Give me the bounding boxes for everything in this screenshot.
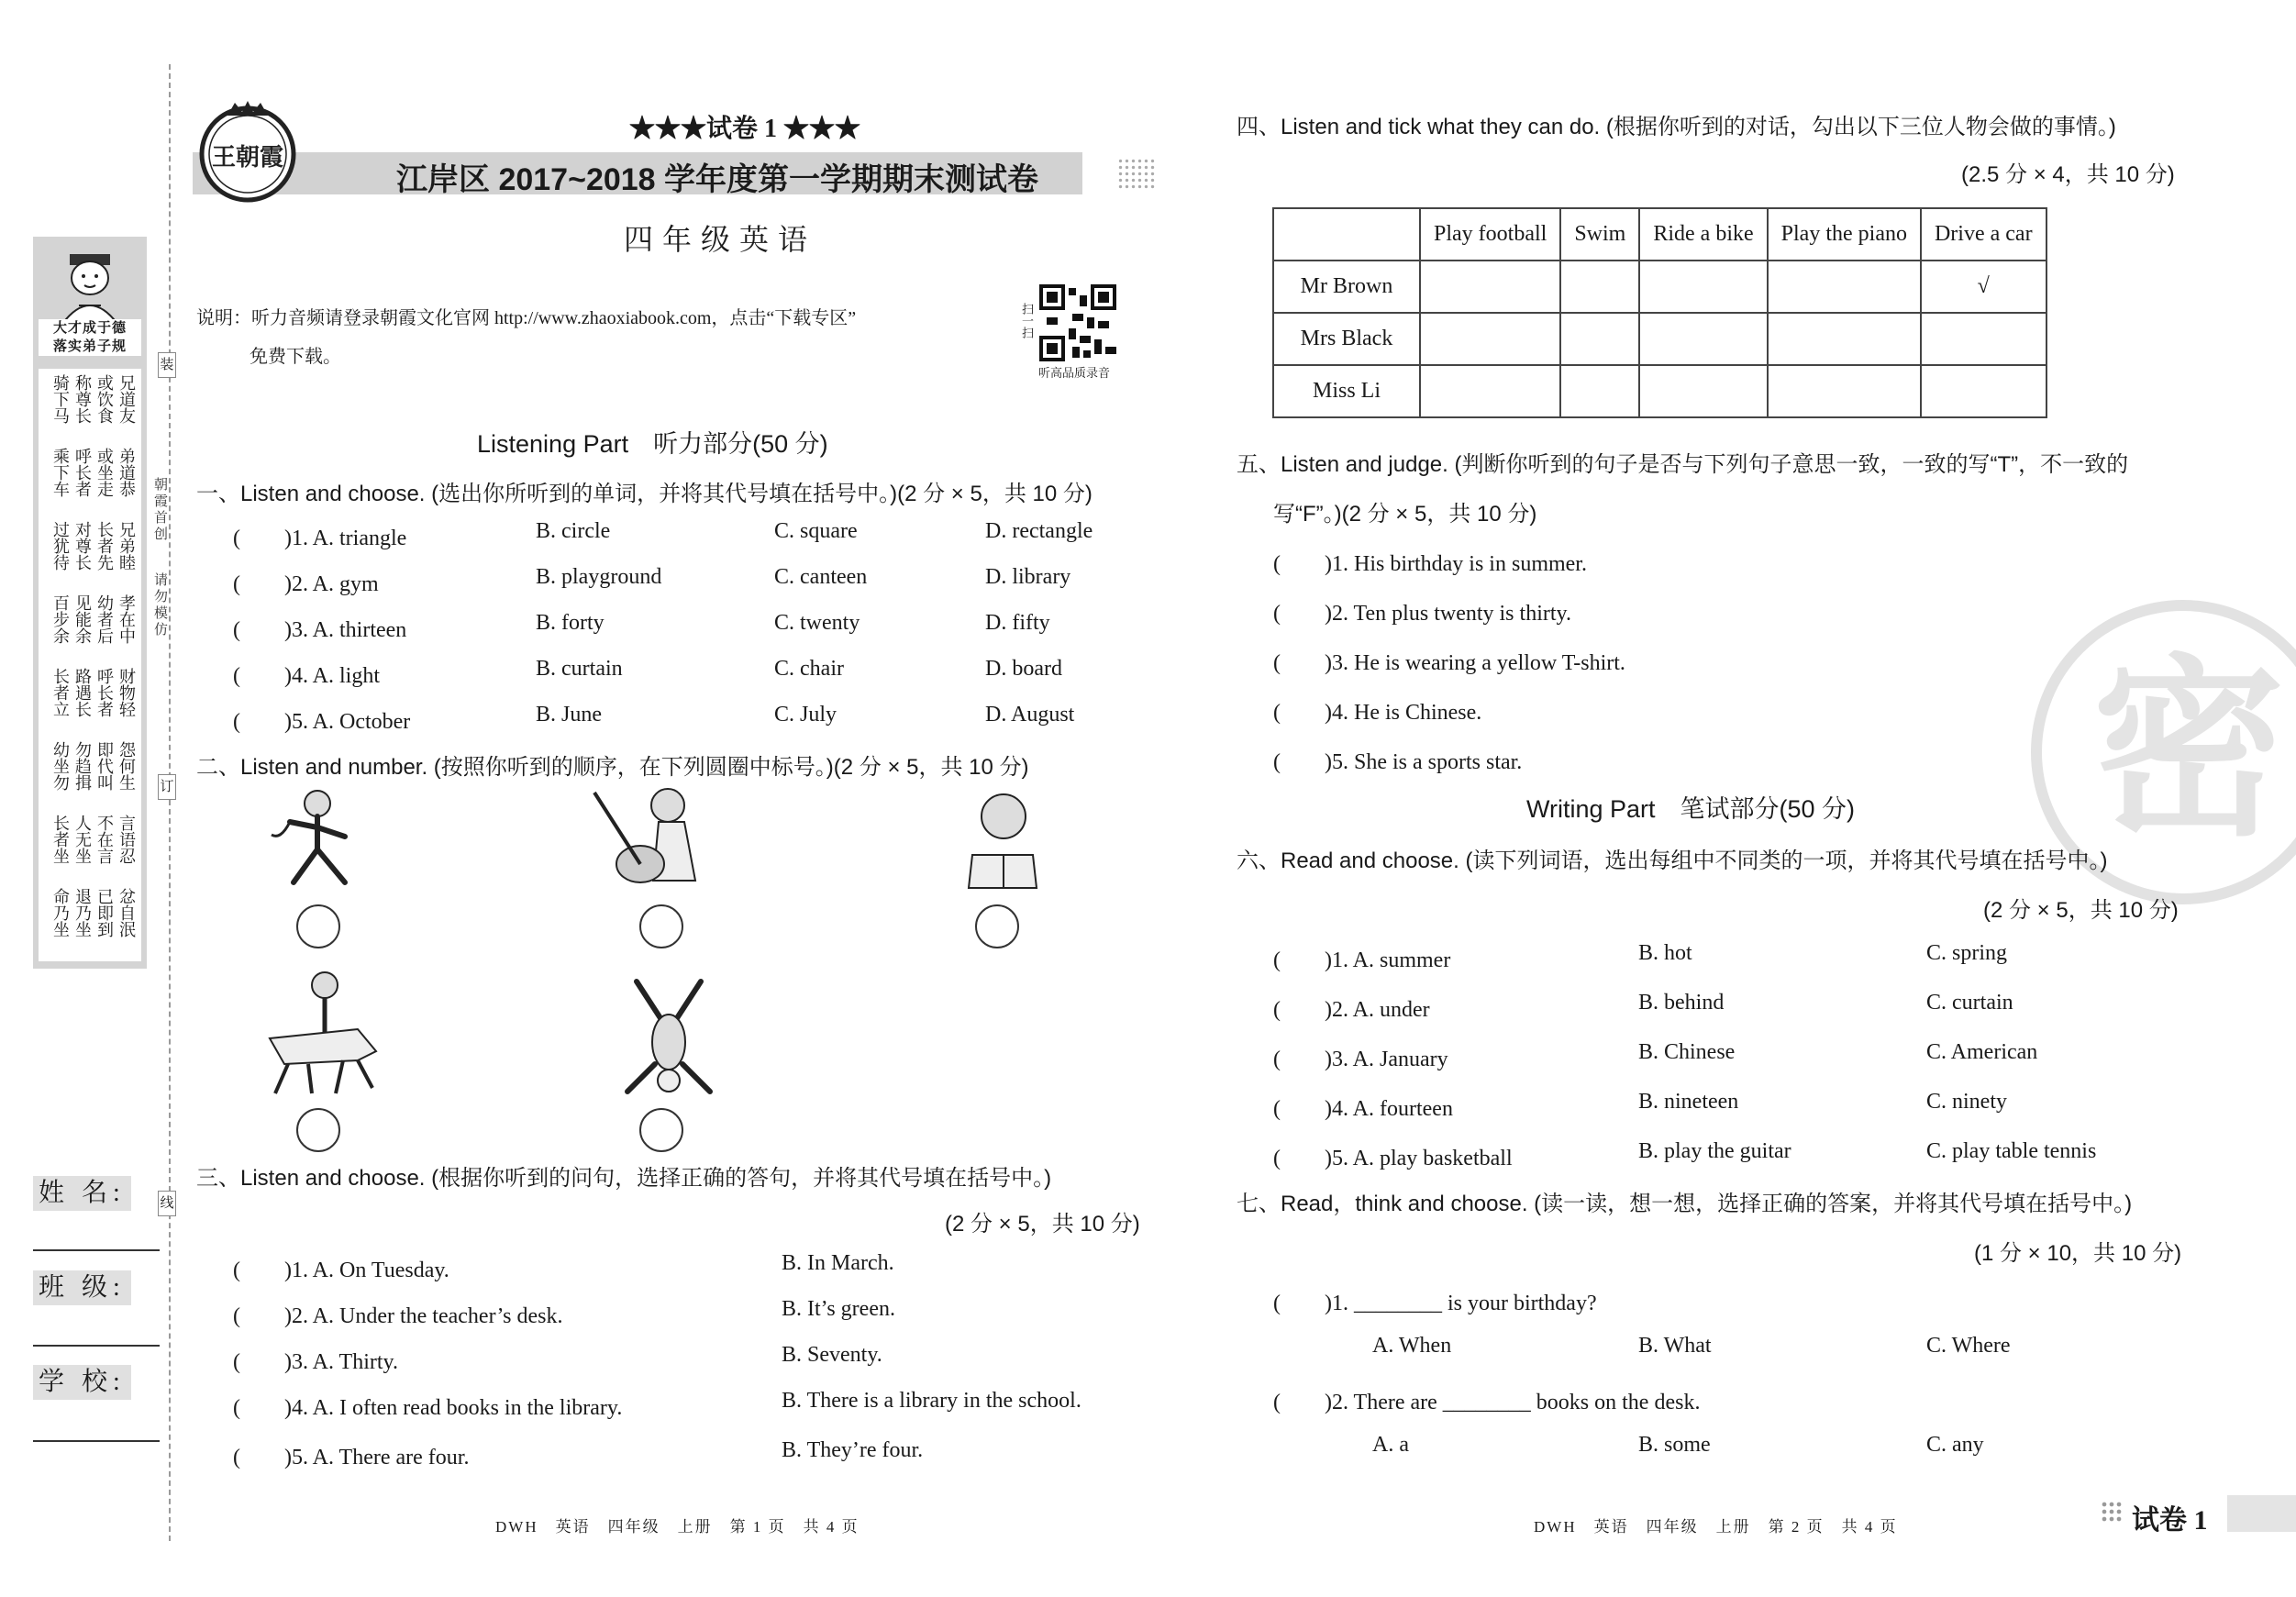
motto-box (39, 319, 141, 356)
s1-q3-d: D. fifty (985, 611, 1050, 635)
number-circle-2[interactable] (639, 904, 683, 948)
s6-q2-a: ( )2. A. under (1273, 998, 1430, 1022)
s7-q1-c: C. Where (1926, 1334, 2011, 1358)
tiger-dancing-icon (253, 785, 382, 893)
binding-cut-line (169, 64, 171, 1541)
copyright-notice-1: 朝霞首创 (152, 477, 167, 543)
copyright-notice-2: 请勿模仿 (152, 572, 167, 638)
verse-col: 勿趋揖 (73, 741, 92, 791)
verse-col: 或饮食 (95, 374, 114, 424)
verse-col: 幼者后 (95, 594, 114, 644)
verse-col: 命乃坐 (51, 888, 70, 937)
section-5-title-2: 写“F”。)(2 分 × 5，共 10 分) (1273, 502, 1537, 527)
qr-caption-bottom: 听高品质录音 (1038, 366, 1111, 380)
tiger-guitar-icon (576, 780, 732, 895)
tick-cell[interactable] (1420, 313, 1560, 365)
verse-col: 弟道恭 (117, 448, 136, 497)
verse-col: 长者先 (95, 521, 114, 571)
verse-col: 或坐走 (95, 448, 114, 497)
s7-q1-a: A. When (1372, 1334, 1452, 1358)
s3-q5-a: ( )5. A. There are four. (233, 1446, 470, 1469)
section-3-score: (2 分 × 5，共 10 分) (945, 1212, 1140, 1237)
verse-col: 百步余 (51, 594, 70, 644)
verse-col: 对尊长 (73, 521, 92, 571)
qr-code-icon[interactable] (1039, 284, 1116, 361)
s3-q2-b: B. It’s green. (782, 1297, 895, 1321)
s7-q2-a: A. a (1372, 1433, 1409, 1457)
s3-q3-a: ( )3. A. Thirty. (233, 1350, 398, 1374)
section-7-score: (1 分 × 10，共 10 分) (1974, 1241, 2182, 1266)
binding-tag-top: 装 (158, 352, 176, 378)
paper-number-tag: ★★★试卷 1 ★★★ (629, 115, 861, 143)
zhaoxia-logo-icon (193, 97, 303, 207)
s1-q1-d: D. rectangle (985, 519, 1093, 543)
s3-q5-b: B. They’re four. (782, 1438, 924, 1462)
verse-col: 乘下车 (51, 448, 70, 497)
s7-q2: ( )2. There are ________ books on the desk. (1273, 1391, 1701, 1414)
s1-q4-d: D. board (985, 657, 1062, 681)
tick-header-blank (1273, 208, 1420, 261)
s1-q1-a: ( )1. A. triangle (233, 527, 407, 550)
section-5-title: 五、Listen and judge. (判断你听到的句子是否与下列句子意思一致，一致的写“T”，不一致的 (1237, 452, 2129, 477)
verse-col: 忿自泯 (117, 888, 136, 937)
s1-q2-b: B. playground (536, 565, 662, 589)
listening-heading: Listening Part 听力部分(50 分) (477, 430, 828, 458)
s5-q5: ( )5. She is a sports star. (1273, 750, 1523, 774)
s1-q4-b: B. curtain (536, 657, 623, 681)
tick-cell[interactable] (1420, 365, 1560, 417)
exam-title: 江岸区 2017~2018 学年度第一学期期末测试卷 (396, 162, 1039, 197)
motto-line-1: 大才成于德 (52, 321, 127, 336)
section-6-title: 六、Read and choose. (读下列词语，选出每组中不同类的一项，并将其代号填在括号中。) (1237, 848, 2108, 873)
verse-col: 不在言 (95, 815, 114, 864)
number-circle-5[interactable] (639, 1108, 683, 1152)
tick-cell[interactable] (1560, 313, 1639, 365)
s6-q3-b: B. Chinese (1638, 1040, 1736, 1064)
verse-col: 财物轻 (117, 668, 136, 717)
class-label: 班 级: (33, 1270, 131, 1305)
s3-q3-b: B. Seventy. (782, 1343, 882, 1367)
verse-col: 人无坐 (73, 815, 92, 864)
verse-col: 称尊长 (73, 374, 92, 424)
s3-q1-b: B. In March. (782, 1251, 894, 1275)
verse-col: 见能余 (73, 594, 92, 644)
s6-q4-c: C. ninety (1926, 1090, 2007, 1114)
tiger-handstand-icon (609, 972, 728, 1101)
verse-col: 呼长者 (95, 668, 114, 717)
s1-q5-b: B. June (536, 703, 602, 726)
tick-table (1272, 207, 2047, 418)
tick-cell[interactable] (1560, 261, 1639, 313)
s5-q3: ( )3. He is wearing a yellow T-shirt. (1273, 651, 1625, 675)
corner-dots (2101, 1501, 2123, 1523)
s6-q1-b: B. hot (1638, 941, 1692, 965)
tiger-riding-horse-icon (248, 969, 391, 1097)
s3-q1-a: ( )1. A. On Tuesday. (233, 1259, 449, 1282)
s7-q1: ( )1. ________ is your birthday? (1273, 1292, 1597, 1315)
number-circle-1[interactable] (296, 904, 340, 948)
verse-col: 兄弟睦 (117, 521, 136, 571)
verse-col: 已即到 (95, 888, 114, 937)
motto-line-2: 落实弟子规 (52, 339, 127, 354)
verse-col: 呼长者 (73, 448, 92, 497)
s1-q1-b: B. circle (536, 519, 611, 543)
tick-cell[interactable] (1921, 365, 2046, 417)
tick-cell[interactable] (1639, 365, 1767, 417)
writing-heading: Writing Part 笔试部分(50 分) (1526, 795, 1856, 823)
number-circle-3[interactable] (975, 904, 1019, 948)
tick-cell[interactable] (1768, 365, 1921, 417)
s7-q2-b: B. some (1638, 1433, 1711, 1457)
s7-q2-c: C. any (1926, 1433, 1984, 1457)
tick-header-piano: Play the piano (1768, 208, 1921, 261)
corner-tab (2227, 1495, 2296, 1532)
s5-q1: ( )1. His birthday is in summer. (1273, 552, 1587, 576)
s7-q1-b: B. What (1638, 1334, 1712, 1358)
tick-header-football: Play football (1420, 208, 1560, 261)
tick-header-bike: Ride a bike (1639, 208, 1767, 261)
s6-q1-c: C. spring (1926, 941, 2008, 965)
name-field[interactable] (33, 1249, 160, 1251)
tick-row-name: Mr Brown (1273, 261, 1420, 313)
tick-row (1273, 365, 2046, 417)
verse-col: 骑下马 (51, 374, 70, 424)
tick-row-name: Mrs Black (1273, 313, 1420, 365)
tick-cell[interactable] (1921, 313, 2046, 365)
s1-q3-a: ( )3. A. thirteen (233, 618, 407, 642)
s1-q3-c: C. twenty (774, 611, 860, 635)
s3-q4-a: ( )4. A. I often read books in the library. (233, 1396, 623, 1420)
svg-text:密: 密 (2091, 638, 2286, 862)
s1-q2-a: ( )2. A. gym (233, 572, 379, 596)
binding-tag-mid: 订 (158, 774, 176, 800)
verse-col: 长者立 (51, 668, 70, 717)
class-field[interactable] (33, 1345, 160, 1347)
verse-col: 路遇长 (73, 668, 92, 717)
section-3-title: 三、Listen and choose. (根据你听到的问句，选择正确的答句，并将其代号填在括号中。) (196, 1166, 1052, 1191)
tick-header-swim: Swim (1560, 208, 1639, 261)
section-1-title: 一、Listen and choose. (选出你所听到的单词，并将其代号填在括号中。)(2 分 × 5，共 10 分) (196, 482, 1093, 506)
s6-q4-a: ( )4. A. fourteen (1273, 1097, 1453, 1121)
section-6-score: (2 分 × 5，共 10 分) (1983, 898, 2179, 923)
tick-table-header (1273, 208, 2046, 261)
section-7-title: 七、Read，think and choose. (读一读，想一想，选择正确的答案，并将其代号填在括号中。) (1237, 1192, 2133, 1216)
s1-q4-c: C. chair (774, 657, 844, 681)
section-2-title: 二、Listen and number. (按照你听到的顺序，在下列圆圈中标号。)(2 分 × 5，共 10 分) (196, 755, 1029, 780)
verse-col: 孝在中 (117, 594, 136, 644)
s1-q3-b: B. forty (536, 611, 605, 635)
s1-q2-d: D. library (985, 565, 1071, 589)
s3-q4-b: B. There is a library in the school. (782, 1389, 1081, 1413)
verse-col: 即代叫 (95, 741, 114, 791)
tick-header-car: Drive a car (1921, 208, 2046, 261)
s6-q4-b: B. nineteen (1638, 1090, 1739, 1114)
tick-cell[interactable] (1560, 365, 1639, 417)
s1-q2-c: C. canteen (774, 565, 868, 589)
tiger-reading-icon (945, 785, 1060, 897)
name-label: 姓 名: (33, 1176, 131, 1211)
s3-q2-a: ( )2. A. Under the teacher’s desk. (233, 1304, 563, 1328)
tick-cell[interactable] (1768, 313, 1921, 365)
verse-col: 言语忍 (117, 815, 136, 864)
tick-row (1273, 261, 2046, 313)
tick-cell[interactable] (1639, 313, 1767, 365)
verse-col: 长者坐 (51, 815, 70, 864)
s6-q2-c: C. curtain (1926, 991, 2013, 1015)
school-label: 学 校: (33, 1365, 131, 1400)
qr-caption-side: 扫一扫 (1020, 303, 1034, 338)
tick-cell[interactable]: √ (1921, 261, 2046, 313)
corner-paper-tag: 试卷 1 (2132, 1505, 2208, 1536)
section-4-title: 四、Listen and tick what they can do. (根据你听到的对话，勾出以下三位人物会做的事情。) (1237, 115, 2116, 139)
tick-row-name: Miss Li (1273, 365, 1420, 417)
subject-title: 四年级英语 (624, 223, 817, 256)
verse-col: 幼坐勿 (51, 741, 70, 791)
svg-text:王朝霞: 王朝霞 (211, 144, 284, 172)
s6-q1-a: ( )1. A. summer (1273, 948, 1451, 972)
s1-q5-a: ( )5. A. October (233, 710, 411, 734)
tick-row (1273, 313, 2046, 365)
footer-left: DWH 英语 四年级 上册 第 1 页 共 4 页 (495, 1518, 860, 1536)
tick-cell[interactable] (1420, 261, 1560, 313)
school-field[interactable] (33, 1440, 160, 1442)
s6-q5-c: C. play table tennis (1926, 1139, 2097, 1163)
tick-cell[interactable] (1768, 261, 1921, 313)
verse-col: 怨何生 (117, 741, 136, 791)
s6-q5-a: ( )5. A. play basketball (1273, 1147, 1513, 1170)
s6-q3-c: C. American (1926, 1040, 2038, 1064)
s1-q1-c: C. square (774, 519, 858, 543)
s6-q5-b: B. play the guitar (1638, 1139, 1791, 1163)
s1-q5-c: C. July (774, 703, 837, 726)
s6-q3-a: ( )3. A. January (1273, 1048, 1448, 1071)
audio-note-2: 免费下载。 (250, 347, 341, 367)
s5-q4: ( )4. He is Chinese. (1273, 701, 1482, 725)
s6-q2-b: B. behind (1638, 991, 1725, 1015)
disciple-rules-verse (39, 369, 141, 961)
verse-col: 退乃坐 (73, 888, 92, 937)
banner-dot-pattern (1117, 158, 1156, 191)
binding-tag-bottom: 线 (158, 1191, 176, 1216)
verse-col: 兄道友 (117, 374, 136, 424)
footer-right: DWH 英语 四年级 上册 第 2 页 共 4 页 (1534, 1518, 1898, 1536)
verse-col: 过犹待 (51, 521, 70, 571)
tick-cell[interactable] (1639, 261, 1767, 313)
number-circle-4[interactable] (296, 1108, 340, 1152)
s1-q5-d: D. August (985, 703, 1075, 726)
s5-q2: ( )2. Ten plus twenty is thirty. (1273, 602, 1571, 626)
s1-q4-a: ( )4. A. light (233, 664, 380, 688)
audio-note: 说明：听力音频请登录朝霞文化官网 http://www.zhaoxiabook.com，点击“下载专区” (196, 308, 857, 328)
section-4-score: (2.5 分 × 4，共 10 分) (1961, 162, 2175, 187)
